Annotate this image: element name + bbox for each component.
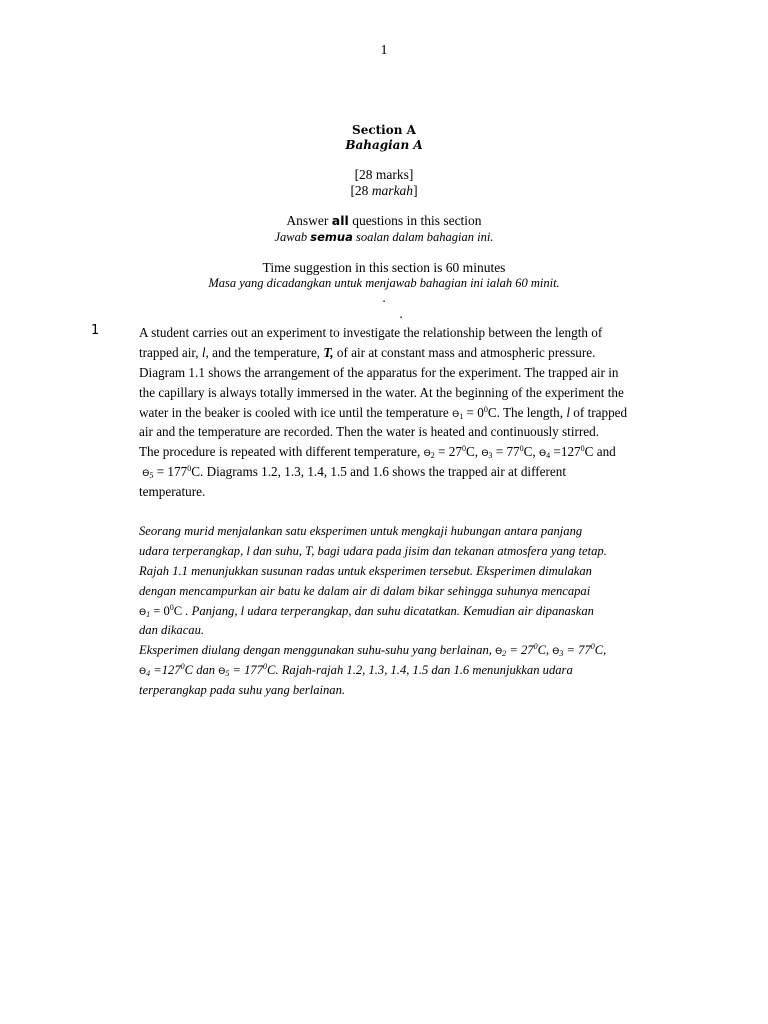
text-line: udara terperangkap, l dan suhu, T, bagi udara pada jisim dan tekanan atmosfera yang tetap.: [139, 543, 607, 558]
theta-symbol: ϴ: [139, 607, 147, 618]
text-line: $ϴ_4 =127^0C$ dan $ϴ_5 = 177^0C$. Rajah-rajah 1.2, 1.3, 1.4, 1.5 dan 1.6 menunjukkan udara: [139, 662, 573, 679]
question-body: [139, 323, 679, 701]
marks-malay-open: [28: [350, 183, 372, 198]
text-line: trapped air, l, and the temperature, T, of air at constant mass and atmospheric pressure.: [139, 344, 596, 360]
marks-malay-word: markah: [371, 183, 414, 198]
theta-symbol: ϴ: [481, 449, 489, 460]
time-suggestion-english: Time suggestion in this section is 60 minutes: [262, 260, 506, 275]
marks-malay: [0, 183, 768, 199]
answer-emphasis: all: [331, 213, 349, 228]
section-title: Section A: [352, 123, 416, 137]
theta-symbol: ϴ: [142, 469, 150, 480]
theta-symbol: ϴ: [552, 647, 560, 658]
text-line: The procedure is repeated with different temperature, $ϴ_2 = 27^0C$, $ϴ_3 = 77^0C$, $ϴ_4 =127^0C$ and: [139, 444, 616, 461]
answer-instruction-english: Answer all questions in this section: [286, 213, 482, 228]
separator-dot: .: [382, 290, 386, 305]
theta-symbol: ϴ: [495, 647, 503, 658]
text-line: $ϴ_5 = 177^0C$. Diagrams 1.2, 1.3, 1.4, 1.5 and 1.6 shows the trapped air at different: [142, 464, 566, 481]
question-text-english: [139, 323, 679, 502]
text-line: temperature.: [139, 484, 206, 500]
text-line: $ϴ_1 = 0^0C$ . Panjang, l udara terperangkap, dan suhu dicatatkan. Kemudian air dipanaskan: [139, 602, 594, 619]
question-number: 1: [91, 323, 100, 338]
answer-emphasis-malay: semua: [310, 230, 353, 244]
text-line: dan dikacau.: [139, 623, 205, 638]
marks-malay-close: ]: [413, 183, 418, 198]
text-line: Eksperimen diulang dengan menggunakan suhu-suhu yang berlainan, $ϴ_2 = 27^0C$, $ϴ_3 = 77^0C$,: [139, 642, 607, 659]
text-line: dengan mencampurkan air batu ke dalam air di dalam bikar sehingga suhunya mencapai: [139, 583, 591, 598]
theta-symbol: ϴ: [139, 667, 147, 678]
section-title-malay: Bahagian A: [345, 138, 423, 152]
text-line: terperangkap pada suhu yang berlainan.: [139, 683, 346, 698]
separator-dot: .: [399, 306, 403, 321]
theta-symbol: ϴ: [218, 667, 226, 678]
text-line: A student carries out an experiment to investigate the relationship between the length of: [139, 325, 603, 340]
theta-symbol: ϴ: [539, 449, 547, 460]
page-number: 1: [380, 43, 388, 58]
answer-instruction-malay: Jawab semua soalan dalam bahagian ini.: [274, 230, 494, 244]
text-line: the capillary is always totally immersed in the water. At the beginning of the experiment the: [139, 384, 624, 400]
text-line: Seorang murid menjalankan satu eksperimen untuk mengkaji hubungan antara panjang: [139, 524, 583, 539]
text-line: Diagram 1.1 shows the arrangement of the apparatus for the experiment. The trapped air in: [139, 364, 619, 380]
time-suggestion-malay: Masa yang dicadangkan untuk menjawab bahagian ini ialah 60 minit.: [208, 276, 560, 290]
theta-symbol: ϴ: [423, 449, 431, 460]
question-text-malay: [139, 522, 679, 701]
text-line: air and the temperature are recorded. Then the water is heated and continuously stirred.: [139, 424, 600, 440]
marks-english: [28 marks]: [354, 167, 414, 182]
theta-symbol: ϴ: [452, 409, 460, 420]
text-line: Rajah 1.1 menunjukkan susunan radas untuk eksperimen tersebut. Eksperimen dimulakan: [139, 563, 592, 578]
text-line: water in the beaker is cooled with ice until the temperature $ϴ_1 = 0^0C$. The length, l of trapped: [139, 404, 628, 421]
